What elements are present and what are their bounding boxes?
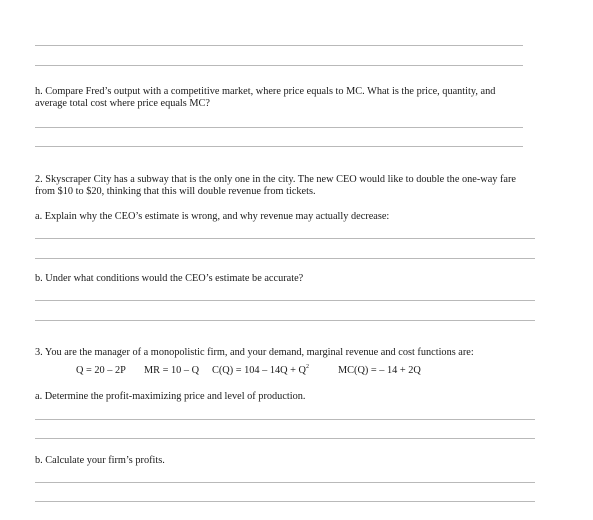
answer-line[interactable] [35,258,535,259]
question-2b: b. Under what conditions would the CEO’s estimate be accurate? [35,273,304,284]
answer-line[interactable] [35,320,535,321]
answer-line[interactable] [35,65,523,66]
cost-equation-exponent: 2 [305,364,309,370]
question-3b: b. Calculate your firm’s profits. [35,455,165,466]
answer-line[interactable] [35,146,523,147]
answer-line[interactable] [35,300,535,301]
cost-equation-text: C(Q) = 104 – 14Q + Q [212,365,306,376]
answer-line[interactable] [35,127,523,128]
question-2-line1: 2. Skyscraper City has a subway that is the only one in the city. The new CEO would like to double the one-way fare [35,174,516,185]
answer-line[interactable] [35,438,535,439]
marginal-cost-equation: MC(Q) = – 14 + 2Q [338,365,421,376]
answer-line[interactable] [35,419,535,420]
answer-line[interactable] [35,501,535,502]
demand-equation: Q = 20 – 2P [76,365,126,376]
answer-line[interactable] [35,45,523,46]
question-3a: a. Determine the profit-maximizing price and level of production. [35,391,306,402]
marginal-revenue-equation: MR = 10 – Q [144,365,200,376]
question-h-line2: average total cost where price equals MC? [35,98,210,109]
question-3-intro: 3. You are the manager of a monopolistic firm, and your demand, marginal revenue and cost functions are: [35,347,474,358]
question-2-line2: from $10 to $20, thinking that this will double revenue from tickets. [35,186,316,197]
cost-equation [212,365,309,377]
answer-line[interactable] [35,482,535,483]
question-2a: a. Explain why the CEO’s estimate is wrong, and why revenue may actually decrease: [35,211,390,222]
question-h-line1: h. Compare Fred’s output with a competitive market, where price equals to MC. What is the price, quantity, and [35,86,496,97]
answer-line[interactable] [35,238,535,239]
